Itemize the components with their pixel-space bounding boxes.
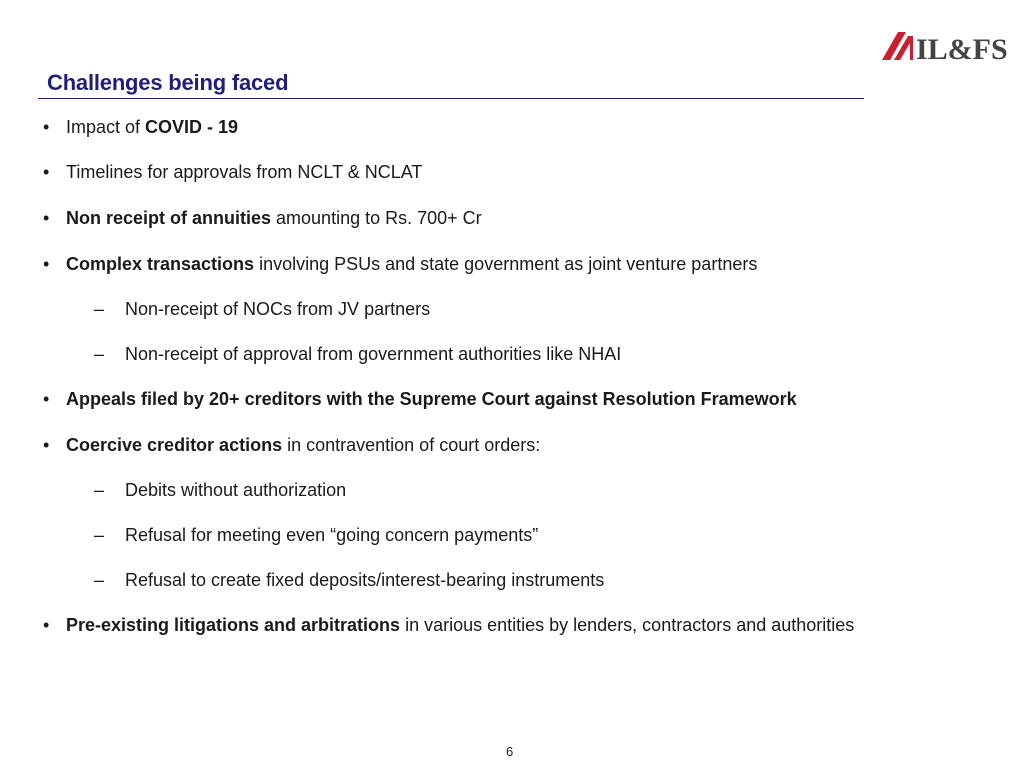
bullet-marker: • <box>43 117 50 137</box>
bullet-marker: • <box>43 162 50 182</box>
bullet-marker: • <box>43 208 50 228</box>
ilfs-logo <box>880 28 1008 66</box>
dash-marker: – <box>94 480 105 500</box>
dash-marker: – <box>94 525 105 545</box>
page-number: 6 <box>506 744 514 759</box>
title-underline <box>38 98 864 99</box>
dash-marker: – <box>94 570 105 590</box>
dash-marker: – <box>94 299 105 319</box>
bullet-marker: • <box>43 389 50 409</box>
ilfs-logo-icon <box>880 28 1008 66</box>
bullet-marker: • <box>43 615 50 635</box>
bullet-marker: • <box>43 435 50 455</box>
page-title: Challenges being faced <box>47 70 289 95</box>
logo-text: IL&FS <box>916 33 1008 66</box>
bullet-marker: • <box>43 254 50 274</box>
dash-marker: – <box>94 344 105 364</box>
